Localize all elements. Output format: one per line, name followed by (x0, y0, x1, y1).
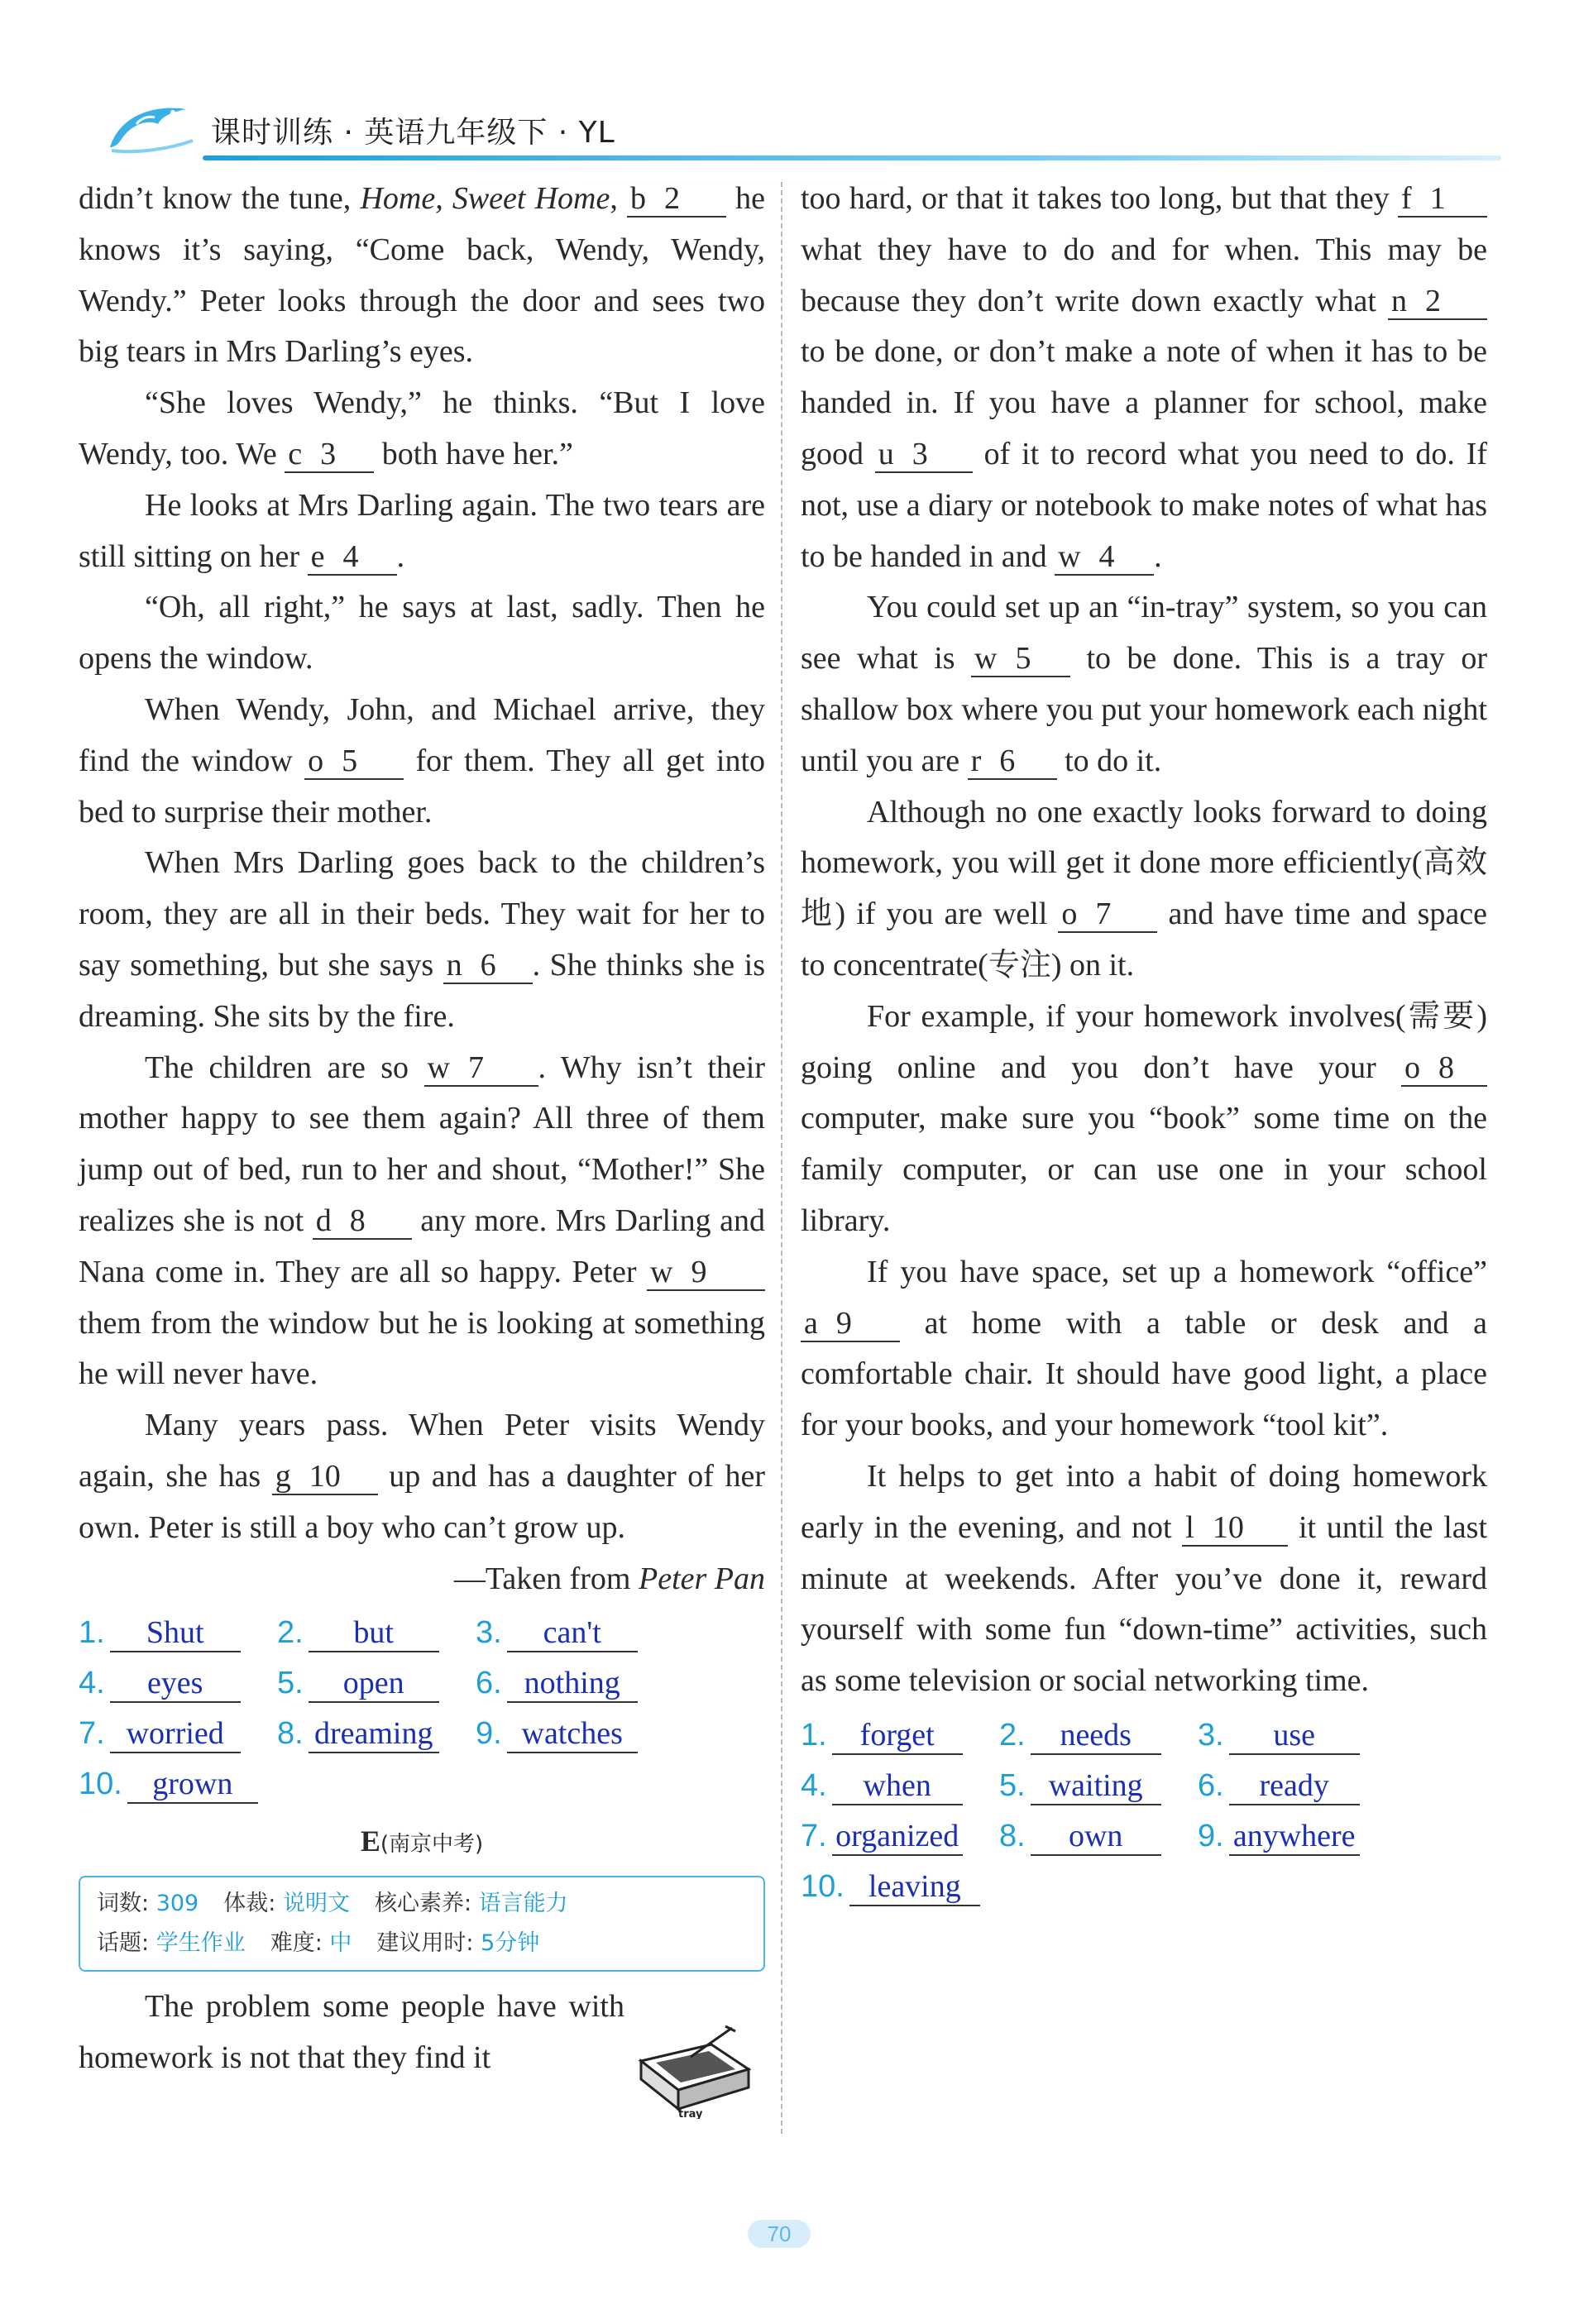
cloze-blank: w 5 (971, 641, 1070, 677)
answer-item: 8. own (999, 1811, 1161, 1863)
paragraph: didn’t know the tune, Home, Sweet Home, b 2 he knows it’s saying, “Come back, Wendy, Wendy, Wendy.” Peter looks through the door and sees two big tears in Mrs Darling’s eyes. (79, 181, 766, 370)
answer-item: 3. can't (476, 1608, 638, 1659)
cloze-blank: o 7 (1058, 897, 1157, 933)
right-column (801, 174, 1487, 1912)
paragraph: You could set up an “in-tray” system, so you can see what is w 5 to be done. This is a tray or shallow box where you put your homework each night until you are r 6 to do it. (801, 590, 1488, 778)
answer-item: 1. Shut (79, 1608, 241, 1659)
answer-item: 1. forget (801, 1710, 963, 1762)
paragraph: When Mrs Darling goes back to the children’s room, they are all in their beds. They wait for her to say something, but she says n 6 . She thinks she is dreaming. She sits by the fire. (79, 845, 766, 1034)
passage-source: —Taken from Peter Pan (453, 1561, 765, 1596)
cloze-blank: o 8 (1401, 1050, 1487, 1087)
left-column (79, 174, 765, 2084)
answer-item: 10. leaving (801, 1862, 980, 1913)
paragraph: “Oh, all right,” he says at last, sadly. Then he opens the window. (79, 590, 765, 677)
answer-item: 10. grown (79, 1759, 258, 1810)
cloze-blank: e 4 (308, 539, 397, 576)
paragraph: The children are so w 7 . Why isn’t their mother happy to see them again? All three of them jump out of bed, run to her and shout, “Mother!” She realizes she is not d 8 any more. Mrs Darling and Nana come in. They are all so happy. Peter w 9 them from the window but he is looking at something he will never have. (79, 1050, 765, 1392)
answer-item: 6. ready (1198, 1761, 1360, 1812)
answer-item: 7. organized (801, 1811, 963, 1863)
cloze-blank: r 6 (968, 744, 1057, 780)
answer-item: 3. use (1198, 1710, 1360, 1762)
answer-item: 2. needs (999, 1710, 1161, 1762)
paragraph: He looks at Mrs Darling again. The two tears are still sitting on her e 4 . (79, 487, 765, 574)
cloze-blank: w 7 (424, 1050, 538, 1087)
answer-item: 4. eyes (79, 1658, 241, 1710)
answer-item: 2. but (277, 1608, 439, 1659)
header-rule (203, 155, 1501, 160)
paragraph: Many years pass. When Peter visits Wendy again, she has g 10 up and has a daughter of her own. Peter is still a boy who can’t grow up. (79, 1408, 765, 1545)
cloze-blank: u 3 (875, 437, 973, 473)
cloze-blank: f 1 (1398, 181, 1487, 218)
cloze-blank: o 5 (304, 744, 404, 780)
paragraph: too hard, or that it takes too long, but that they f 1 what they have to do and for when. This may be because they don’t write down exactly what n 2 to be done, or don’t make a note of when it has to be handed in. If you have a planner for school, make good u 3 of it to record what you need to do. If not, use a diary or notebook to make notes of what has to be handed in and w 4 . (801, 181, 1487, 574)
section-e-title: E(南京中考) (360, 1824, 484, 1858)
page-header (79, 91, 1501, 165)
song-title: Home, Sweet Home (360, 181, 610, 216)
header-title: 课时训练 · 英语九年级下 · YL (211, 116, 615, 150)
cloze-blank: w 4 (1055, 539, 1154, 576)
answer-item: 7. worried (79, 1709, 241, 1760)
answer-item: 9. anywhere (1198, 1811, 1360, 1863)
answer-item: 6. nothing (476, 1658, 638, 1710)
page-number: 70 (748, 2220, 811, 2248)
paragraph: Although no one exactly looks forward to doing homework, you will get it done more efficiently(高效地) if you are well o 7 and have time and space to concentrate(专注) on it. (801, 794, 1488, 983)
answers-d (79, 1608, 765, 1810)
cloze-blank: a 9 (801, 1306, 900, 1342)
paragraph: For example, if your homework involves(需要) going online and you don’t have your o 8 computer, make sure you “book” some time on the family computer, or can use one in your school library. (801, 998, 1487, 1238)
cloze-blank: n 6 (443, 948, 533, 984)
dolphin-logo-icon (103, 99, 194, 157)
cloze-blank: b 2 (627, 181, 726, 218)
answer-item: 5. waiting (999, 1761, 1161, 1812)
paragraph: It helps to get into a habit of doing homework early in the evening, and not l 10 it until the last minute at weekends. After you’ve done it, reward yourself with some fun “down-time” activities, such as some television or social networking time. (801, 1458, 1487, 1699)
column-divider (781, 182, 782, 2134)
paragraph: The problem some people have with homework is not that they find it (79, 1989, 624, 2075)
cloze-blank: l 10 (1182, 1510, 1288, 1547)
cloze-blank: c 3 (285, 437, 374, 473)
paragraph: “She loves Wendy,” he thinks. “But I love Wendy, too. We c 3 both have her.” (79, 385, 765, 471)
tray-illustration-icon (633, 2020, 757, 2119)
cloze-blank: w 9 (647, 1255, 765, 1291)
cloze-blank: n 2 (1388, 284, 1487, 320)
answer-item: 4. when (801, 1761, 963, 1812)
answer-item: 5. open (277, 1658, 439, 1710)
passage-info-box: 词数: 309 体裁: 说明文 核心素养: 语言能力 话题: 学生作业 难度: 中 建议用时: 5分钟 (79, 1876, 765, 1972)
paragraph: If you have space, set up a homework “office” a 9 at home with a table or desk and a comfortable chair. It should have good light, a place for your books, and your homework “tool kit”. (801, 1254, 1487, 1443)
cloze-blank: d 8 (313, 1203, 412, 1240)
tray-label: tray (678, 2108, 703, 2119)
cloze-blank: g 10 (272, 1459, 378, 1495)
answer-item: 9. watches (476, 1709, 638, 1760)
answer-item: 8. dreaming (277, 1709, 439, 1760)
paragraph: When Wendy, John, and Michael arrive, they find the window o 5 for them. They all get into bed to surprise their mother. (79, 691, 766, 830)
answers-e (801, 1710, 1487, 1912)
